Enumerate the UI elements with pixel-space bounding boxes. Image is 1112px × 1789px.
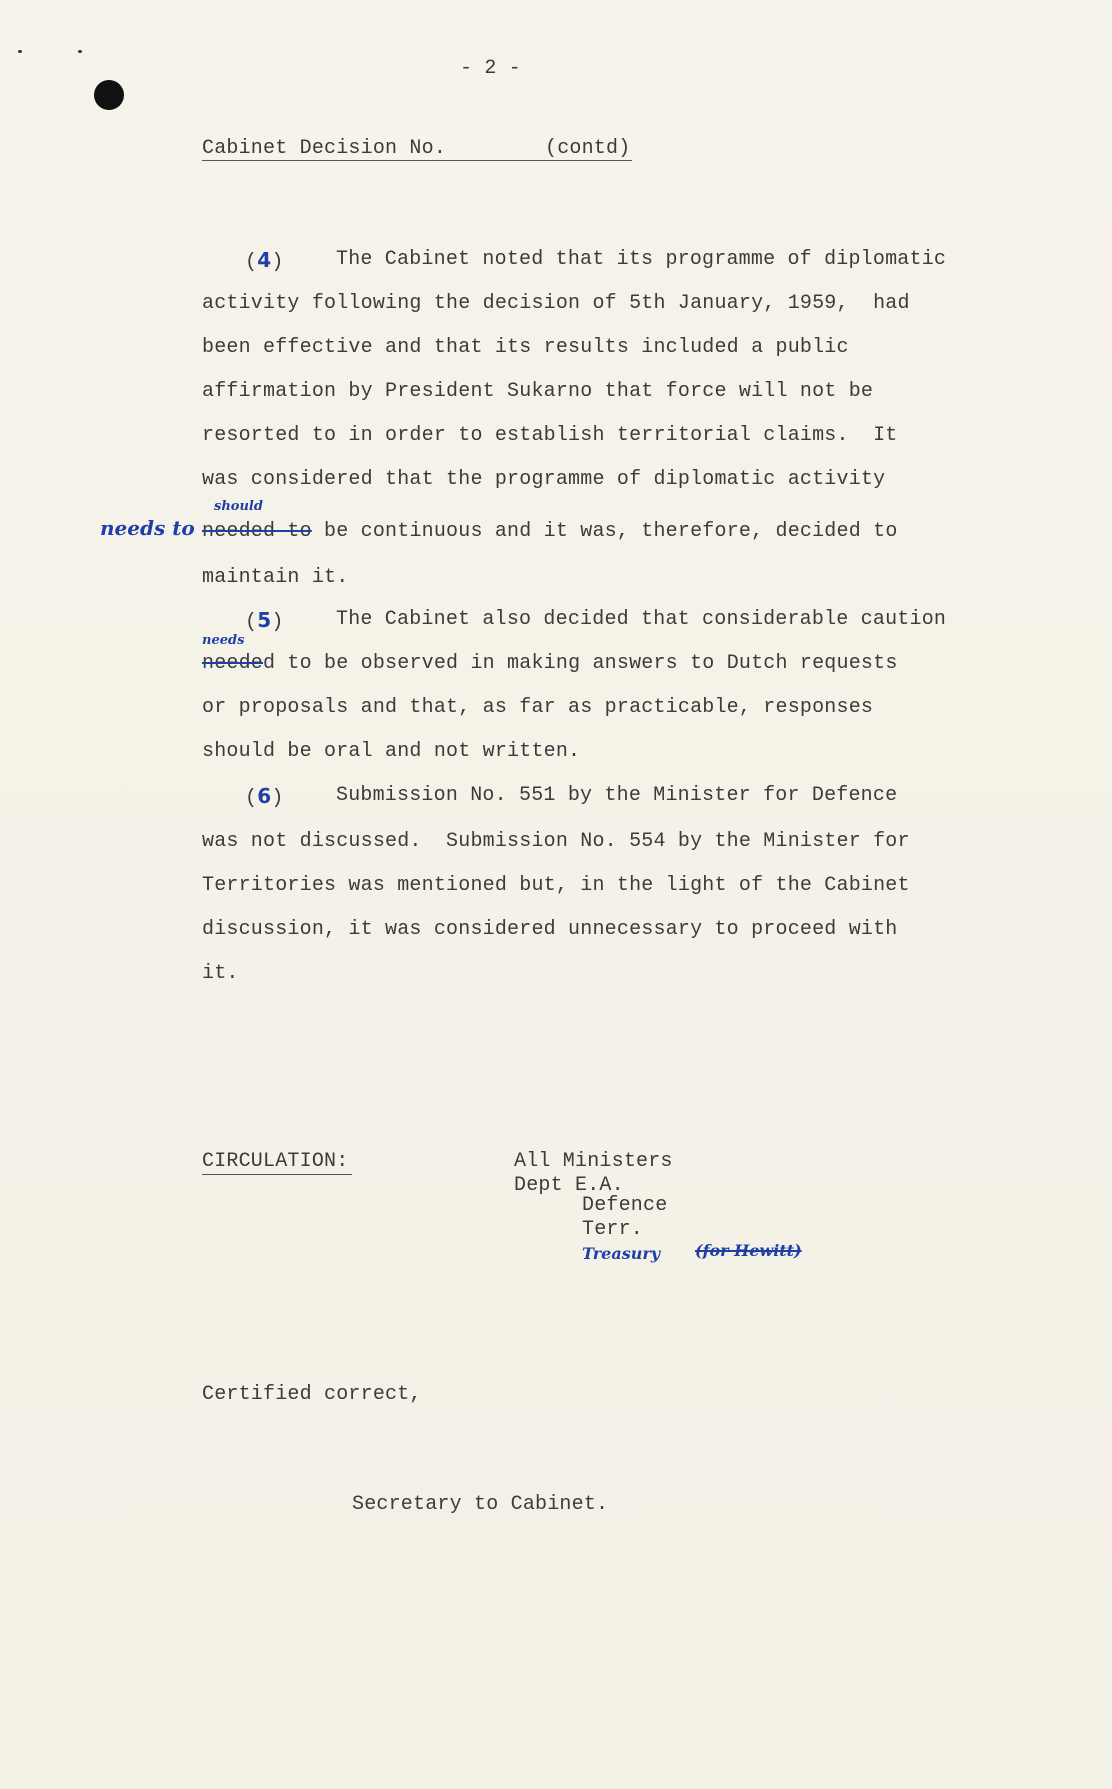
paragraph-number-4: 4 bbox=[257, 248, 272, 272]
p5-line-2: needed to be observed in making answers to Dutch requests bbox=[202, 652, 898, 675]
p5-line-3: or proposals and that, as far as practicable, responses bbox=[202, 696, 874, 719]
contd-label: (contd) bbox=[545, 137, 631, 160]
handwritten-struck-entry: (for Hewitt) bbox=[695, 1241, 802, 1260]
title-underline bbox=[202, 160, 632, 161]
p5-line-1: The Cabinet also decided that considerable caution bbox=[336, 608, 947, 631]
p6-line-4: discussion, it was considered unnecessary to proceed with bbox=[202, 918, 898, 941]
p4-line-5: resorted to in order to establish territorial claims. It bbox=[202, 424, 898, 447]
paragraph-number-6: 6 bbox=[257, 784, 272, 808]
paragraph-number-5: 5 bbox=[257, 608, 272, 632]
handwritten-margin-note: needs to bbox=[100, 516, 195, 540]
circulation-underline bbox=[202, 1174, 352, 1175]
struck-text: needed to bbox=[202, 520, 312, 543]
paragraph-number: (6) bbox=[245, 784, 284, 810]
handwritten-insertion: needs bbox=[202, 633, 245, 648]
p4-line-4: affirmation by President Sukarno that force will not be bbox=[202, 380, 874, 403]
circulation-label: CIRCULATION: bbox=[202, 1150, 349, 1173]
paragraph-number: (4) bbox=[245, 248, 284, 274]
p6-line-2: was not discussed. Submission No. 554 by the Minister for bbox=[202, 830, 910, 853]
p4-line-8: maintain it. bbox=[202, 566, 349, 589]
p4-line-2: activity following the decision of 5th January, 1959, had bbox=[202, 292, 910, 315]
speck bbox=[18, 50, 22, 53]
secretary-line: Secretary to Cabinet. bbox=[352, 1493, 609, 1516]
struck-text: neede bbox=[202, 652, 264, 675]
circulation-entry: Defence bbox=[582, 1194, 668, 1217]
circulation-entry: Terr. bbox=[582, 1218, 644, 1241]
p4-line-3: been effective and that its results included a public bbox=[202, 336, 849, 359]
p6-line-5: it. bbox=[202, 962, 239, 985]
circulation-entry: Dept E.A. bbox=[514, 1174, 624, 1197]
speck bbox=[78, 50, 82, 53]
p4-line-1: The Cabinet noted that its programme of diplomatic bbox=[336, 248, 947, 271]
p4-line-7: needed to be continuous and it was, therefore, decided to bbox=[202, 520, 898, 543]
p4-line-6: was considered that the programme of diplomatic activity bbox=[202, 468, 886, 491]
p6-line-1: Submission No. 551 by the Minister for Defence bbox=[336, 784, 898, 807]
p6-line-3: Territories was mentioned but, in the light of the Cabinet bbox=[202, 874, 910, 897]
handwritten-insertion: should bbox=[214, 499, 263, 514]
punch-hole bbox=[94, 80, 124, 110]
page-number: - 2 - bbox=[460, 57, 522, 80]
paragraph-number: (5) bbox=[245, 608, 284, 634]
certified-line: Certified correct, bbox=[202, 1383, 422, 1406]
decision-title: Cabinet Decision No. bbox=[202, 137, 447, 160]
handwritten-circulation-entry: Treasury bbox=[582, 1244, 661, 1263]
circulation-entry: All Ministers bbox=[514, 1150, 673, 1173]
p5-line-4: should be oral and not written. bbox=[202, 740, 581, 763]
